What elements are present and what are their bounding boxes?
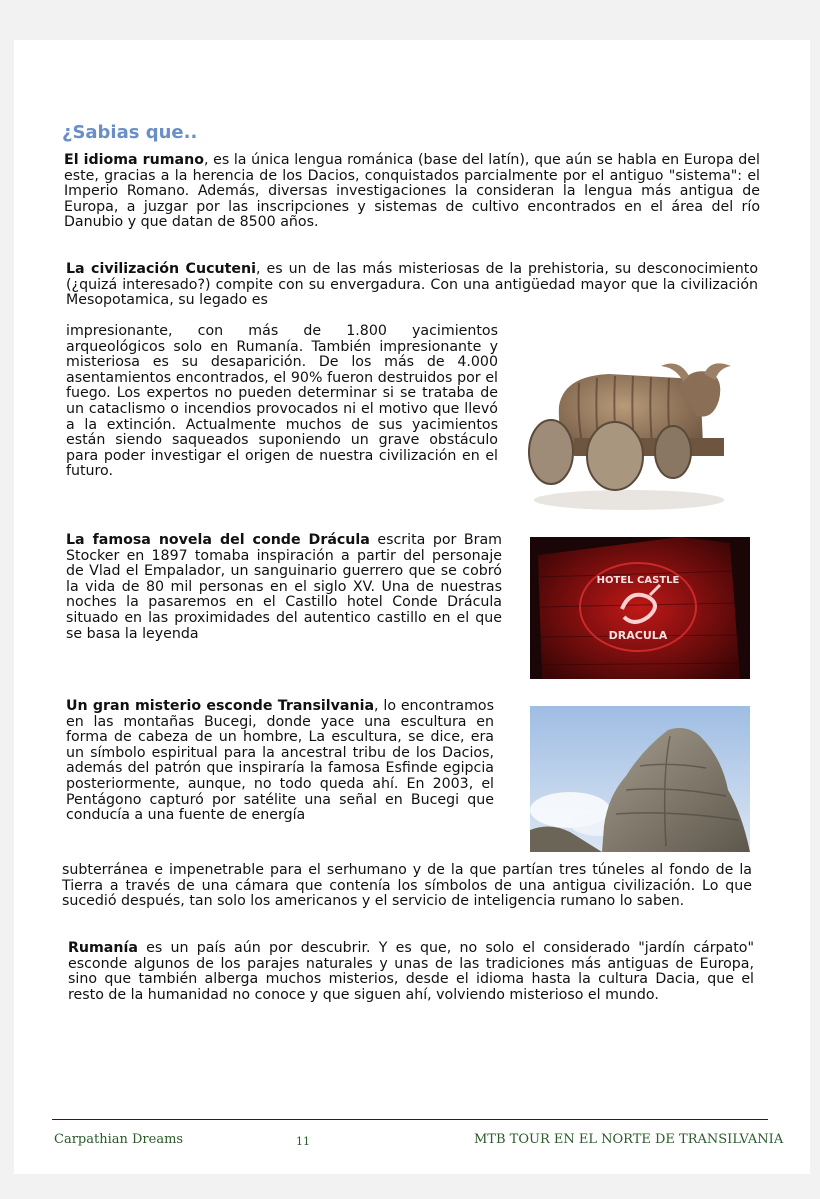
bucegi-sphinx-image — [530, 706, 750, 852]
paragraph-body: , es un de las más misteriosas de la prehistoria, su desconocimiento (¿quizá interesado?) compite con su envergadura. Con una antigüedad mayor que la civilización Mesopotamica, su legado es — [66, 261, 758, 309]
dracula-hotel-sign-image — [530, 537, 750, 679]
sign-text-top: HOTEL CASTLE — [596, 575, 680, 586]
paragraph-body: es un país aún por descubrir. Y es que, no solo el considerado "jardín cárpato" esconde algunos de los parajes naturales y unas de las tradiciones más antiguas de Europa, sino que también alberga muchos misterios, desde el idioma hasta la cultura Dacia, que el resto de la humanidad no conoce y que siguen ahí, volviendo misterioso el mundo. — [68, 940, 754, 1003]
paragraph-romanian-language — [64, 153, 760, 231]
paragraph-transilvania — [66, 699, 494, 824]
paragraph-body: escrita por Bram Stocker en 1897 tomaba inspiración a partir del personaje de Vlad el Empalador, un sanguinario guerrero que se cobró la vida de 80 mil personas en el siglo XV. Una de nuestras noches la pasaremos en el Castillo hotel Conde Drácula situado en las proximidades del autentico castillo en el que se basa la leyenda — [66, 532, 502, 642]
footer-left-text: Carpathian Dreams — [54, 1132, 184, 1147]
paragraph-lead: Un gran misterio esconde Transilvania — [66, 698, 375, 714]
footer-divider — [52, 1119, 768, 1120]
paragraph-transilvania-continued: subterránea e impenetrable para el serhumano y de la que partían tres túneles al fondo de la Tierra a través de una cámara que contenía los símbolos de una antigua civilización. Lo que sucedió después, tan solo los americanos y el servicio de inteligencia rumano lo saben. — [62, 862, 752, 910]
paragraph-body: , es la única lengua románica (base del latín), que aún se habla en Europa del este, gracias a la herencia de los Dacios, conquistados parcialmente por el antiguo "sistema": el Imperio Romano. Además, diversas investigaciones la consideran la lengua más antigua de Europa, a juzgar por las inscripciones y sistemas de cultivo encontrados en el área del río Danubio y que datan de 8500 años. — [64, 152, 760, 231]
footer-right-text: MTB TOUR EN EL NORTE DE TRANSILVANIA — [474, 1132, 784, 1147]
paragraph-cucuteni-continued: impresionante, con más de 1.800 yacimientos arqueológicos solo en Rumanía. También impresionante y misteriosa es su desaparición. De los más de 4.000 asentamientos encontrados, el 90% fueron destruidos por el fuego. Los expertos no pueden determinar si se trataba de un cataclismo o incendios provocados ni el motivo que llevó a la extinción. Actualmente muchos de sus yacimientos están siendo saqueados suponiendo un grave obstáculo para poder investigar el origen de nuestra civilización en el futuro. — [66, 323, 498, 480]
paragraph-lead: Rumanía — [68, 940, 138, 956]
paragraph-lead: La civilización Cucuteni — [66, 261, 256, 277]
sign-text-bottom: DRACULA — [608, 629, 668, 642]
paragraph-lead: El idioma rumano — [64, 152, 204, 168]
page-number: 11 — [296, 1135, 310, 1148]
paragraph-dracula — [66, 533, 502, 642]
section-heading: ¿Sabias que.. — [62, 122, 198, 143]
paragraph-lead: La famosa novela del conde Drácula — [66, 532, 370, 548]
cucuteni-figurine-image — [519, 328, 751, 524]
paragraph-romania — [68, 941, 754, 1003]
paragraph-body: , lo encontramos en las montañas Bucegi, donde yace una escultura en forma de cabeza de un hombre, La escultura, se dice, era un símbolo espiritual para la ancestral tribu de los Dacios, además del patrón que inspiraría la famosa Esfinde egipcia posteriormente, aunque, no todo queda ahí. En 2003, el Pentágono capturó por satélite una señal en Bucegi que conducía a una fuente de energía — [66, 698, 495, 824]
paragraph-cucuteni — [66, 262, 758, 309]
